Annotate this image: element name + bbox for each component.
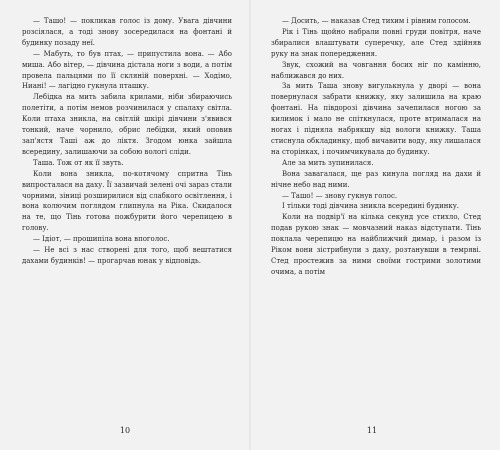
right-page-text xyxy=(271,16,481,278)
right-page xyxy=(250,0,500,450)
paragraph: Коли на подвір'ї на кілька секунд усе стихло, Стед подав рукою знак — мовчазний наказ відступати. Тінь поклала черепицю на найближчий димар, і разом із Ріком вони зістрибнули з даху, розтанувши в темряві. Стед простежив за ними своїми гострими золотими очима, а потім xyxy=(271,213,481,276)
paragraph: Коли вона зникла, по-котячому спритна Тінь випросталася на даху. Її зазвичай зелені очі зараз стали чорними, зіниці розширилися від слабкого освітлення, і вона колючим поглядом глипнула на Ріка. Скидалося на те, що Тінь готова пожбурити його черепицею в голову. xyxy=(22,169,232,233)
left-page-text xyxy=(22,16,232,267)
paragraph: — Ташо! — покликав голос із дому. Увага дівчини розсіялася, а тоді знову зосередилася на фонтані й будинку позаду неї. xyxy=(22,17,232,47)
paragraph: — Мабуть, то був птах, — припустила вона. — Або миша. Або вітер, — дівчина дістала ноги з води, а потім провела пальцями по її скляній поверхні. — Ходімо, Ниані! — лагідно гукнула пташку. xyxy=(22,49,232,91)
paragraph: — Ташо! — знову гукнув голос. xyxy=(282,191,398,200)
paragraph: — Ідіот, — прошипіла вона впоголос. xyxy=(33,235,170,244)
paragraph: — Досить, — наказав Стед тихим і рівним голосом. xyxy=(282,17,471,25)
paragraph: Звук, схожий на човгання босих ніг по камінню, наближався до них. xyxy=(271,60,481,80)
paragraph: Вона завагалася, ще раз кинула погляд на дахи й нічне небо над ними. xyxy=(271,169,481,189)
page-number: 11 xyxy=(366,426,378,435)
paragraph: Таша. Тож от як її звуть. xyxy=(33,158,124,167)
paragraph: За мить Таша знову вигулькнула у дворі — вона повернулася забрати книжку, яку залишила на краю фонтані. На півдорозі дівчина зачепилася ногою за килимок і мало не спіткнулася, проте втрималася на ногах і підняла набрякшу від вологи книжку. Таша стиснула обкладинку, щоб вичавити воду, яку лишалася на сторінках, і почимчикувала до будинку. xyxy=(271,82,481,156)
paragraph: Але за мить зупинилася. xyxy=(282,158,374,167)
paragraph: І тільки тоді дівчина зникла всередині будинку. xyxy=(282,202,460,211)
page-number: 10 xyxy=(119,426,131,435)
paragraph: Лебідка на мить забила крилами, ніби збираючись полетіти, а потім немов розчинилася у спалаху світла. Коли птаха зникла, на світлій шкірі дівчини з'явився тонкий, наче чорнило, обрис лебідки, який оповив зап'ястя Таші аж до ліктя. Згодом юнка зайшла всередину, залишаючи за собою вологі сліди. xyxy=(22,93,232,156)
paragraph: Рік і Тінь щойно набрали повні груди повітря, наче збиралися влаштувати суперечку, але Стед здійняв руку на знак попередження. xyxy=(271,27,481,58)
paragraph: — Не всі з нас створені для того, щоб вештатися дахами будинків! — прогарчав юнак у відповідь. xyxy=(22,246,232,265)
